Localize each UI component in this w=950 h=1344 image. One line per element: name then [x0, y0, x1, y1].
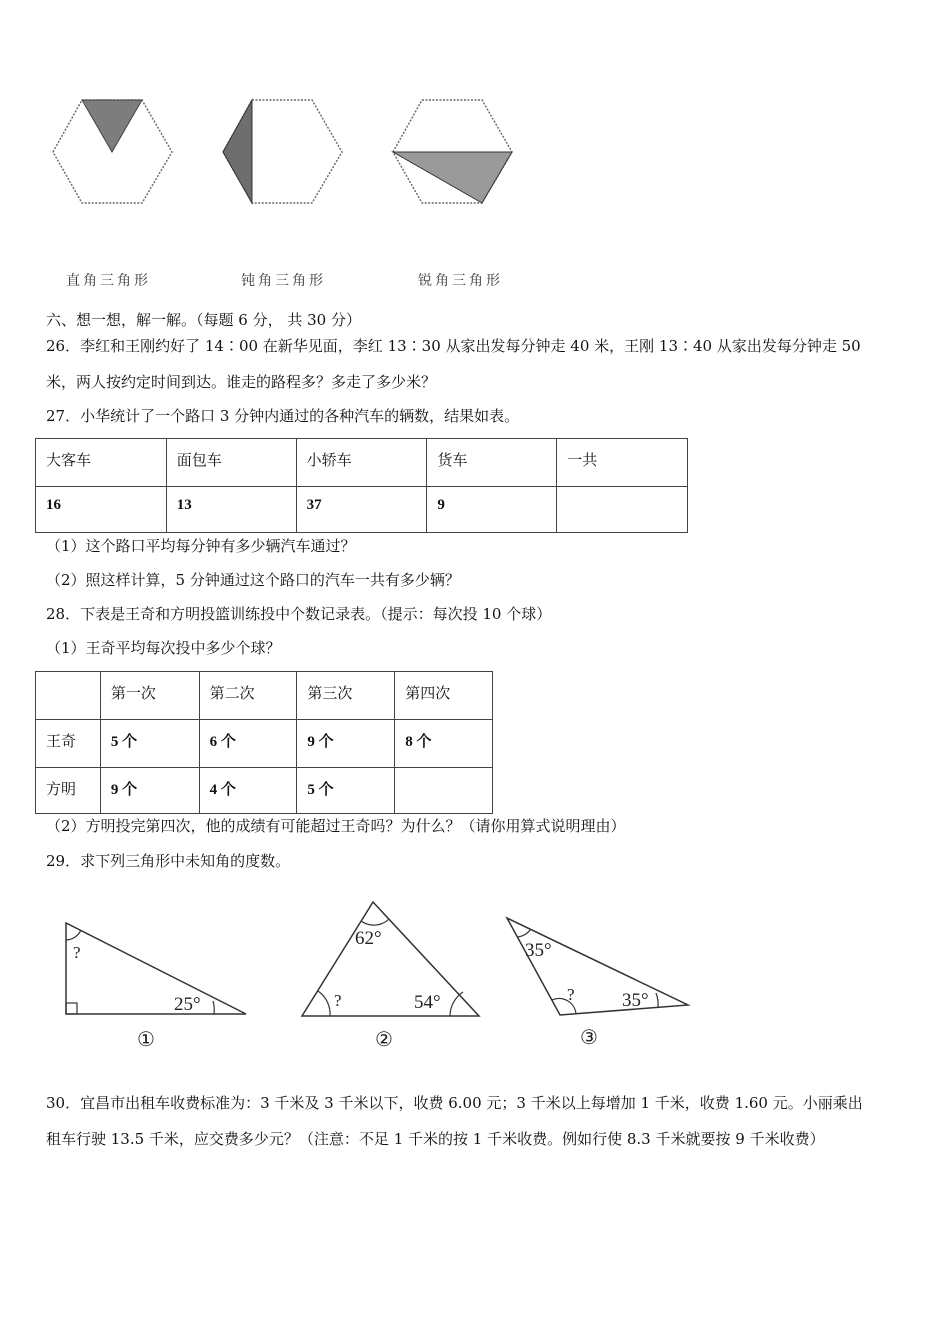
table-cell: 9 个 [100, 768, 199, 814]
row-header-cell: 方明 [36, 768, 101, 814]
table-header-cell: 小轿车 [296, 439, 427, 487]
table-header-cell: 第四次 [395, 672, 493, 720]
q28-sub1: （1）王奇平均每次投中多少个球？ [46, 639, 281, 657]
row-header-cell: 王奇 [36, 720, 101, 768]
table-cell: 37 [296, 487, 427, 533]
triangle-1-number: ① [137, 1029, 155, 1051]
q27-sub1: （1）这个路口平均每分钟有多少辆汽车通过？ [46, 537, 356, 555]
table-cell: 6 个 [199, 720, 297, 768]
angle-unknown-label: ? [567, 985, 575, 1004]
angle-35-label: 35° [525, 940, 552, 961]
q27-sub2: （2）照这样计算，5 分钟通过这个路口的汽车一共有多少辆？ [46, 571, 460, 589]
angle-unknown-label: ? [334, 991, 342, 1010]
table-header-cell: 第三次 [297, 672, 395, 720]
figure-label-obtuse-triangle: 钝角三角形 [241, 273, 326, 289]
table-cell: 13 [166, 487, 296, 533]
table-header-cell: 一共 [557, 439, 688, 487]
table-header-cell: 面包车 [166, 439, 296, 487]
table-header-cell: 第二次 [199, 672, 297, 720]
table-header-cell: 第一次 [100, 672, 199, 720]
figure-label-right-triangle: 直角三角形 [66, 273, 151, 289]
q28-sub2: （2）方明投完第四次，他的成绩有可能超过王奇吗？为什么？（请你用算式说明理由） [46, 817, 626, 835]
table-cell: 9 个 [297, 720, 395, 768]
q27-stem: 27．小华统计了一个路口 3 分钟内通过的各种汽车的辆数，结果如表。 [46, 407, 520, 425]
table-cell: 16 [36, 487, 167, 533]
q29-stem: 29．求下列三角形中未知角的度数。 [46, 852, 291, 870]
figure-label-acute-triangle: 锐角三角形 [418, 273, 503, 289]
angle-unknown-label: ? [73, 943, 81, 962]
table-cell: 9 [427, 487, 557, 533]
q26-line1: 26．李红和王刚约好了 14∶00 在新华见面，李红 13∶30 从家出发每分钟走 40 米，王刚 13∶40 从家出发每分钟走 50 [46, 337, 861, 355]
section-title: 六、想一想，解一解。（每题 6 分， 共 30 分） [46, 311, 361, 329]
triangle-3-number: ③ [580, 1027, 598, 1049]
angle-25-label: 25° [174, 994, 201, 1015]
angle-54-label: 54° [414, 992, 441, 1013]
table-cell: 8 个 [395, 720, 493, 768]
table-cell: 5 个 [297, 768, 395, 814]
table-header-cell: 货车 [427, 439, 557, 487]
angle-35-label-2: 35° [622, 990, 649, 1011]
q26-line2: 米，两人按约定时间到达。谁走的路程多？多走了多少米？ [46, 373, 437, 391]
q30-line2: 租车行驶 13.5 千米，应交费多少元？（注意：不足 1 千米的按 1 千米收费。例如行使 8.3 千米就要按 9 千米收费） [46, 1130, 825, 1148]
table-cell: 4 个 [199, 768, 297, 814]
q28-stem: 28．下表是王奇和方明投篮训练投中个数记录表。（提示：每次投 10 个球） [46, 605, 552, 623]
triangle-2-number: ② [375, 1029, 393, 1051]
q30-line1: 30．宜昌市出租车收费标准为：3 千米及 3 千米以下，收费 6.00 元；3 千米以上每增加 1 千米，收费 1.60 元。小丽乘出 [46, 1094, 863, 1112]
angle-62-label: 62° [355, 928, 382, 949]
table-header-cell: 大客车 [36, 439, 167, 487]
table-cell: 5 个 [100, 720, 199, 768]
